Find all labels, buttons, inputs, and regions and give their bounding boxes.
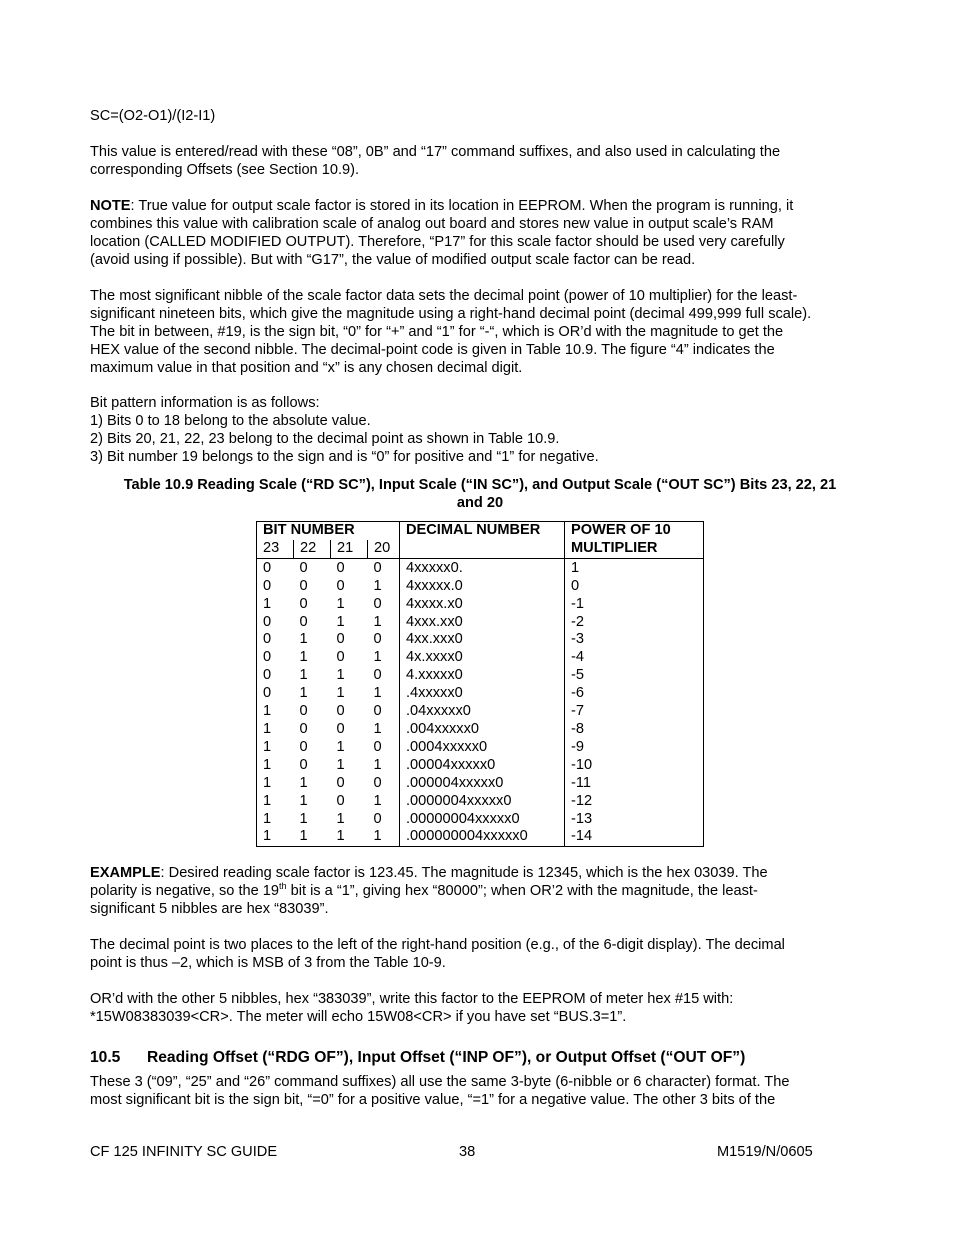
bit-cell: 1 (368, 828, 400, 846)
power-cell: -10 (571, 756, 593, 773)
bit-cell: 0 (336, 649, 345, 666)
bit-cell: 1 (368, 685, 400, 703)
bit-cell: 0 (263, 667, 272, 684)
bit-cell: 1 (263, 720, 272, 737)
bit-cell: 1 (263, 595, 272, 612)
power-cell: 0 (571, 577, 580, 594)
bit-cell: 1 (299, 792, 308, 809)
bit-cell: 1 (368, 721, 400, 739)
bit-col-21: 21 (331, 540, 368, 558)
table-row (257, 811, 704, 829)
bit-table (256, 521, 704, 847)
bit-cell: 0 (299, 577, 308, 594)
table-row (257, 685, 704, 703)
paragraph-nibble: The most significant nibble of the scale factor data sets the decimal point (power of 10 multiplier) for the least- significant nineteen bits, which give the magnitude using a right-hand decimal point (decimal 499,999 full scale). The bit in between, #19, is the sign bit, “0” for “+” and “1” for “-“, which is OR’d with the magnitude to get the HEX value of the second nibble. The decimal-point code is given in Table 10.9. The figure “4” indicates the maximum value in that position and “x” is any chosen decimal digit. (90, 288, 812, 376)
bit-cell: 0 (368, 811, 400, 829)
table-row (257, 596, 704, 614)
bit-col-23: 23 (257, 540, 294, 558)
bit-cell: 0 (263, 613, 272, 630)
bit-cell: 0 (299, 756, 308, 773)
bit-cell: 1 (336, 810, 345, 827)
bit-cell: 0 (263, 577, 272, 594)
bit-cell: 0 (368, 631, 400, 649)
bit-cell: 0 (368, 739, 400, 757)
power-cell: -1 (571, 595, 584, 612)
bit-cell: 1 (263, 792, 272, 809)
bit-cell: 0 (299, 703, 308, 720)
decimal-cell: 4x.xxxx0 (400, 649, 565, 667)
power-cell: -12 (571, 792, 593, 809)
scale-formula: SC=(O2-O1)/(I2-I1) (90, 108, 216, 124)
power-cell: 1 (571, 559, 580, 576)
decimal-cell: .0004xxxxx0 (400, 739, 565, 757)
bit-cell: 1 (299, 828, 308, 845)
decimal-cell: .04xxxxx0 (400, 703, 565, 721)
bit-cell: 0 (368, 596, 400, 614)
bit-cell: 1 (368, 757, 400, 775)
bit-cell: 1 (336, 685, 345, 702)
table-row (257, 828, 704, 846)
header-decimal-number: DECIMAL NUMBER (400, 522, 565, 540)
bit-cell: 1 (336, 667, 345, 684)
paragraph-suffixes: This value is entered/read with these “08”, 0B” and “17” command suffixes, and also used in calculating the corresponding Offsets (see Section 10.9). (90, 144, 781, 178)
bit-cell: 0 (299, 720, 308, 737)
footer-title: CF 125 INFINITY SC GUIDE (90, 1144, 278, 1160)
bit-cell: 0 (336, 720, 345, 737)
bit-cell: 0 (336, 703, 345, 720)
decimal-cell: 4xxxxx.0 (400, 578, 565, 596)
power-cell: -4 (571, 649, 584, 666)
header-power: POWER OF 10 (571, 522, 671, 538)
bit-cell: 0 (336, 792, 345, 809)
bit-cell: 0 (368, 775, 400, 793)
bit-cell: 0 (368, 667, 400, 685)
table-row (257, 578, 704, 596)
table-header-row (257, 522, 704, 540)
bit-cell: 0 (336, 631, 345, 648)
bit-cell: 0 (263, 631, 272, 648)
bit-cell: 1 (299, 667, 308, 684)
section-title: Reading Offset (“RDG OF”), Input Offset (“INP OF”), or Output Offset (“OUT OF”) (147, 1049, 746, 1066)
bit-cell: 0 (336, 577, 345, 594)
bit-cell: 1 (336, 595, 345, 612)
bit-cell: 1 (299, 810, 308, 827)
bit-cell: 0 (263, 685, 272, 702)
bit-cell: 0 (368, 558, 400, 577)
table-row (257, 703, 704, 721)
bit-cell: 0 (336, 559, 345, 576)
power-cell: -14 (571, 828, 593, 845)
bit-cell: 1 (336, 613, 345, 630)
bit-cell: 0 (368, 703, 400, 721)
decimal-cell: .00004xxxxx0 (400, 757, 565, 775)
header-multiplier: MULTIPLIER (565, 540, 704, 558)
bit-cell: 0 (299, 559, 308, 576)
note-label: NOTE (90, 198, 131, 214)
bit-cell: 1 (299, 649, 308, 666)
bit-cell: 1 (336, 828, 345, 845)
decimal-cell: .4xxxxx0 (400, 685, 565, 703)
power-cell: -8 (571, 720, 584, 737)
bit-pattern-list: Bit pattern information is as follows: 1) Bits 0 to 18 belong to the absolute value. 2) Bits 20, 21, 22, 23 belong to the decimal point as shown in Table 10.9. 3) Bit number 19 belongs to the sign and is “0” for positive and “1” for negative. (90, 395, 599, 465)
paragraph-offset-format: These 3 (“09”, “25” and “26” command suffixes) all use the same 3-byte (6-nibble or 6 character) format. The most significant bit is the sign bit, “=0” for a positive value, “=1” for a negative value. The other 3 bits of the (90, 1074, 790, 1108)
power-cell: -13 (571, 810, 593, 827)
power-cell: -11 (571, 774, 592, 791)
bit-cell: 1 (368, 578, 400, 596)
decimal-cell: 4xxxx.x0 (400, 596, 565, 614)
example-label: EXAMPLE (90, 865, 161, 881)
bit-cell: 0 (299, 613, 308, 630)
bit-cell: 0 (263, 559, 272, 576)
bit-col-20: 20 (368, 540, 400, 558)
table-caption: Table 10.9 Reading Scale (“RD SC”), Input Scale (“IN SC”), and Output Scale (“OUT SC”) Bits 23, 22, 21 and 20 (123, 477, 837, 511)
decimal-cell: .000004xxxxx0 (400, 775, 565, 793)
example-paragraph: EXAMPLE: Desired reading scale factor is 123.45. The magnitude is 12345, which is the hex 03039. The polarity is negative, so the 19th bit is a “1”, giving hex “80000”; when OR’2 with the magnitude, the least- significant 5 nibbles are hex “83039”. (90, 865, 768, 917)
decimal-cell: 4xxxxx0. (400, 558, 565, 577)
bit-col-22: 22 (294, 540, 331, 558)
bit-cell: 1 (263, 828, 272, 845)
table-subheader-row (257, 540, 704, 558)
table-row (257, 649, 704, 667)
bit-cell: 1 (368, 649, 400, 667)
decimal-cell: .000000004xxxxx0 (400, 828, 565, 846)
decimal-cell: 4xx.xxx0 (400, 631, 565, 649)
footer-doc-id: M1519/N/0605 (717, 1144, 813, 1160)
bit-cell: 1 (368, 793, 400, 811)
power-cell: -5 (571, 667, 584, 684)
bit-cell: 1 (336, 756, 345, 773)
bit-cell: 0 (299, 595, 308, 612)
bit-cell: 1 (263, 703, 272, 720)
power-cell: -7 (571, 703, 584, 720)
bit-cell: 1 (299, 685, 308, 702)
power-cell: -6 (571, 685, 584, 702)
decimal-cell: .004xxxxx0 (400, 721, 565, 739)
table-row (257, 775, 704, 793)
table-row (257, 739, 704, 757)
bit-cell: 0 (299, 738, 308, 755)
bit-cell: 1 (368, 614, 400, 632)
page-number: 38 (459, 1144, 476, 1160)
decimal-cell: 4.xxxxx0 (400, 667, 565, 685)
table-row (257, 614, 704, 632)
decimal-cell: 4xxx.xx0 (400, 614, 565, 632)
bit-cell: 1 (299, 631, 308, 648)
table-row (257, 667, 704, 685)
note-paragraph: NOTE: True value for output scale factor is stored in its location in EEPROM. When the program is running, it combines this value with calibration scale of analog out board and stores new value in output scale’s RAM location (CALLED MODIFIED OUTPUT). Therefore, “P17” for this scale factor should be used very carefully (avoid using if possible). But with “G17”, the value of modified output scale factor can be read. (90, 198, 794, 268)
power-cell: -3 (571, 631, 584, 648)
table-row (257, 631, 704, 649)
section-heading (90, 1049, 745, 1067)
paragraph-eeprom-write: OR’d with the other 5 nibbles, hex “383039”, write this factor to the EEPROM of meter hex #15 with: *15W08383039<CR>. The meter will echo 15W08<CR> if you have set “BUS.3=1”. (90, 991, 734, 1025)
table-row (257, 793, 704, 811)
paragraph-decimal-point: The decimal point is two places to the left of the right-hand position (e.g., of the 6-digit display). The decimal point is thus –2, which is MSB of 3 from the Table 10-9. (90, 937, 785, 971)
bit-cell: 1 (299, 774, 308, 791)
table-row (257, 558, 704, 577)
bit-cell: 0 (336, 774, 345, 791)
bit-cell: 1 (336, 738, 345, 755)
bit-cell: 0 (263, 649, 272, 666)
header-bit-number: BIT NUMBER (257, 522, 400, 540)
bit-cell: 1 (263, 810, 272, 827)
power-cell: -2 (571, 613, 584, 630)
table-row (257, 721, 704, 739)
bit-cell: 1 (263, 738, 272, 755)
bit-cell: 1 (263, 756, 272, 773)
section-number: 10.5 (90, 1049, 121, 1066)
decimal-cell: .0000004xxxxx0 (400, 793, 565, 811)
table-row (257, 757, 704, 775)
bit-cell: 1 (263, 774, 272, 791)
power-cell: -9 (571, 738, 584, 755)
decimal-cell: .00000004xxxxx0 (400, 811, 565, 829)
